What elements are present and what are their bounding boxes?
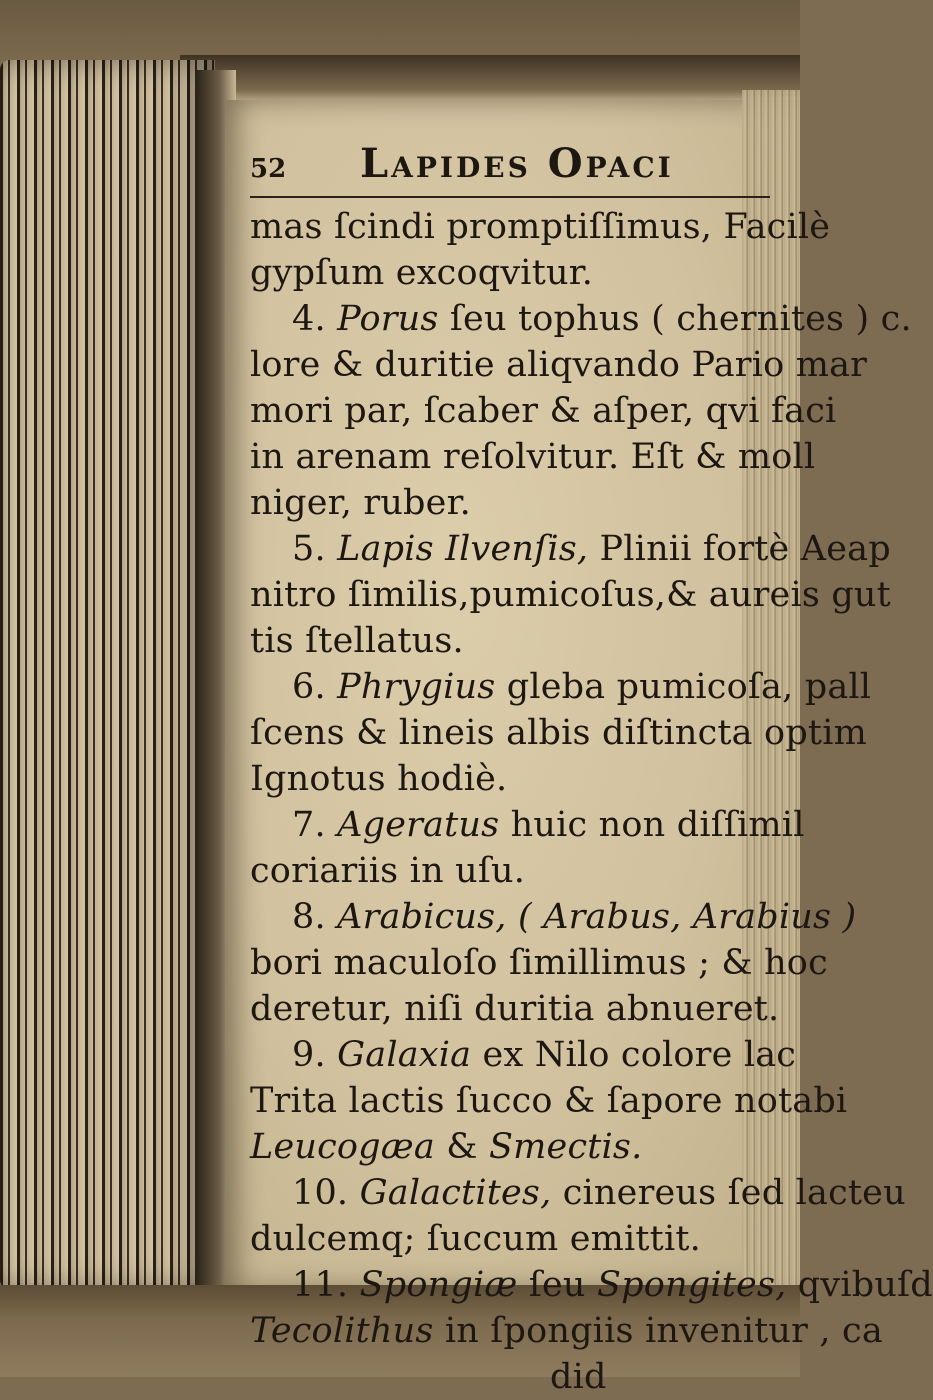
entry-term: Porus xyxy=(337,299,439,339)
text-line xyxy=(250,1032,797,1078)
line-text: bori maculoſo ſimillimus ; & hoc xyxy=(250,943,828,983)
text-line xyxy=(250,296,912,342)
entry-term: Lapis Ilvenſis, xyxy=(337,529,589,569)
entry-term: Spongites, xyxy=(596,1265,787,1305)
entry-term: Galactites, xyxy=(359,1173,552,1213)
text-line xyxy=(250,1308,883,1354)
line-text: huic non diſſimil xyxy=(510,805,805,845)
line-text: ex Nilo colore lac xyxy=(482,1035,797,1075)
line-text: niger, ruber. xyxy=(250,483,471,523)
entry-number: 10. xyxy=(292,1173,349,1213)
entry-number: 6. xyxy=(292,667,326,707)
line-text: gleba pumicoſa, pall xyxy=(506,667,872,707)
line-text: in ſpongiis invenitur , ca xyxy=(444,1311,883,1351)
entry-term: Galaxia xyxy=(337,1035,472,1075)
text-line xyxy=(250,434,816,480)
text-line xyxy=(250,710,867,756)
text-line xyxy=(250,618,770,664)
line-text: Trita lactis ſucco & ſapore notabi xyxy=(250,1081,848,1121)
line-text: qvibuſd xyxy=(797,1265,933,1305)
entry-number: 8. xyxy=(292,897,326,937)
text-line xyxy=(250,250,770,296)
book-top-edge xyxy=(180,55,800,105)
text-line xyxy=(250,848,770,894)
entry-term: Spongiæ xyxy=(359,1265,518,1305)
line-text: mas ſcindi promptiſſimus, Facilè xyxy=(250,207,831,247)
text-line xyxy=(250,1170,906,1216)
line-text: Plinii fortè Aeap xyxy=(599,529,891,569)
text-line xyxy=(250,894,857,940)
text-line xyxy=(250,1124,770,1170)
text-line xyxy=(250,802,805,848)
entry-term: Tecolithus xyxy=(250,1311,434,1351)
text-line xyxy=(250,1078,848,1124)
text-line xyxy=(250,1216,770,1262)
line-text: ſeu tophus ( chernites ) c. xyxy=(449,299,912,339)
text-line xyxy=(250,1354,770,1400)
line-text: deretur, niſi duritia abnueret. xyxy=(250,989,780,1029)
text-line xyxy=(250,526,891,572)
entry-number: 7. xyxy=(292,805,326,845)
line-text: tis ſtellatus. xyxy=(250,621,464,661)
text-line xyxy=(250,940,828,986)
page-number: 52 xyxy=(250,154,287,184)
entry-number: 11. xyxy=(292,1265,349,1305)
entry-term: Ageratus xyxy=(337,805,500,845)
text-line xyxy=(250,572,891,618)
text-line xyxy=(250,1262,933,1308)
entry-term: Phrygius xyxy=(337,667,496,707)
text-line xyxy=(250,664,872,710)
entry-term: Leucogæa xyxy=(250,1127,435,1167)
text-lines xyxy=(250,204,933,1400)
line-text: did xyxy=(550,1357,607,1397)
line-text: Ignotus hodiè. xyxy=(250,759,508,799)
line-text: gypſum excoqvitur. xyxy=(250,253,594,293)
entry-number: 5. xyxy=(292,529,326,569)
entry-number: 4. xyxy=(292,299,326,339)
line-text: ſcens & lineis albis diſtinctа optim xyxy=(250,713,867,753)
line-text: cinereus ſed lacteu xyxy=(562,1173,906,1213)
text-line xyxy=(250,756,770,802)
line-text: coriariis in uſu. xyxy=(250,851,526,891)
text-line xyxy=(250,986,780,1032)
book-page-edges xyxy=(0,60,215,1290)
line-text: mori par, ſcaber & aſper, qvi faci xyxy=(250,391,837,431)
line-text: nitro ſimilis,pumicoſus,& aureis gut xyxy=(250,575,891,615)
entry-term: Smectis. xyxy=(488,1127,643,1167)
running-title: Lapides Opaci xyxy=(360,140,674,187)
entry-number: 9. xyxy=(292,1035,326,1075)
text-line xyxy=(250,388,837,434)
entry-term: Arabicus, ( Arabus, Arabius ) xyxy=(337,897,857,937)
text-line xyxy=(250,204,831,250)
line-text: lore & duritie aliqvando Pario mar xyxy=(250,345,868,385)
line-text: dulcemq; ſuccum emittit. xyxy=(250,1219,701,1259)
page-text xyxy=(250,140,933,1400)
line-text: & xyxy=(446,1127,478,1167)
page-header xyxy=(250,140,770,198)
text-line xyxy=(250,342,868,388)
text-line xyxy=(250,480,770,526)
line-text: in arenam reſolvitur. Eſt & moll xyxy=(250,437,816,477)
line-text: ſeu xyxy=(528,1265,586,1305)
